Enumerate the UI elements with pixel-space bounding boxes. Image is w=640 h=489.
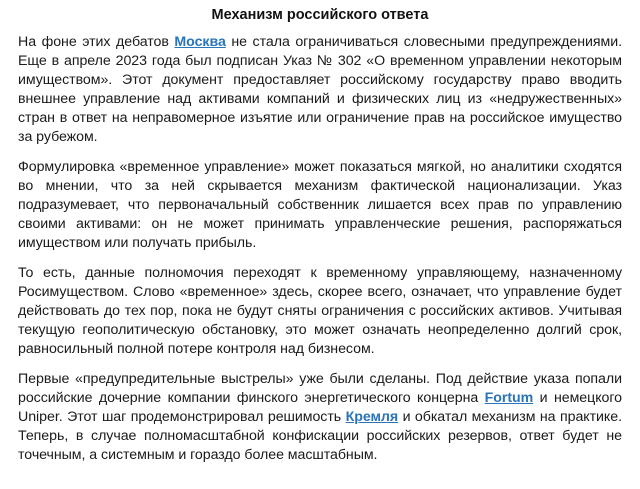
paragraph-4-text-c: и обкатал механизм на практике. Теперь, в случае полномасштабной конфискации российских резервов, ответ будет не точечным, а системным и гораздо более масштабным. xyxy=(18,409,622,463)
article-title: Механизм российского ответа xyxy=(211,7,429,23)
paragraph-2: Формулировка «временное управление» может показаться мягкой, но аналитики сходятся во мнении, что за ней скрывается механизм фактической национализации. Указ подразумевает, что первоначальный собственник лишается всех прав по управлению своими активами: он не может принимать управленческие решения, распоряжаться имуществом или получать прибыль. xyxy=(18,159,622,251)
paragraph-4-text-a: Первые «предупредительные выстрелы» уже были сделаны. Под действие указа попали российские дочерние компании финского энергетического концерна xyxy=(18,371,622,406)
paragraph-1 xyxy=(18,33,622,147)
paragraph-1-text-b: не стала ограничиваться словесными предупреждениями. Еще в апреле 2023 года был подписан Указ № 302 «О временном управлении некоторым имуществом». Этот документ предоставляет российскому государству право вводить внешнее управление над активами компаний и физических лиц из «недружественных» стран в ответ на неправомерное изъятие или ограничение прав на российское имущество за рубежом. xyxy=(18,34,622,145)
paragraph-4 xyxy=(18,370,622,465)
paragraph-4-text-b: и немецкого Uniper. Этот шаг продемонстрировал решимость xyxy=(18,390,623,425)
link-moscow[interactable]: Москва xyxy=(174,34,226,50)
link-fortum[interactable]: Fortum xyxy=(484,390,534,406)
paragraph-1-text-a: На фоне этих дебатов xyxy=(18,34,175,50)
paragraph-3: То есть, данные полномочия переходят к временному управляющему, назначенному Росимуществом. Слово «временное» здесь, скорее всего, означает, что управление будет действовать до тех пор, пока не будут сняты ограничения с российских активов. Учитывая текущую геополитическую обстановку, это может означать неопределенно долгий срок, равносильный полной потере контроля над бизнесом. xyxy=(18,265,622,357)
link-kremlin[interactable]: Кремля xyxy=(345,409,399,425)
